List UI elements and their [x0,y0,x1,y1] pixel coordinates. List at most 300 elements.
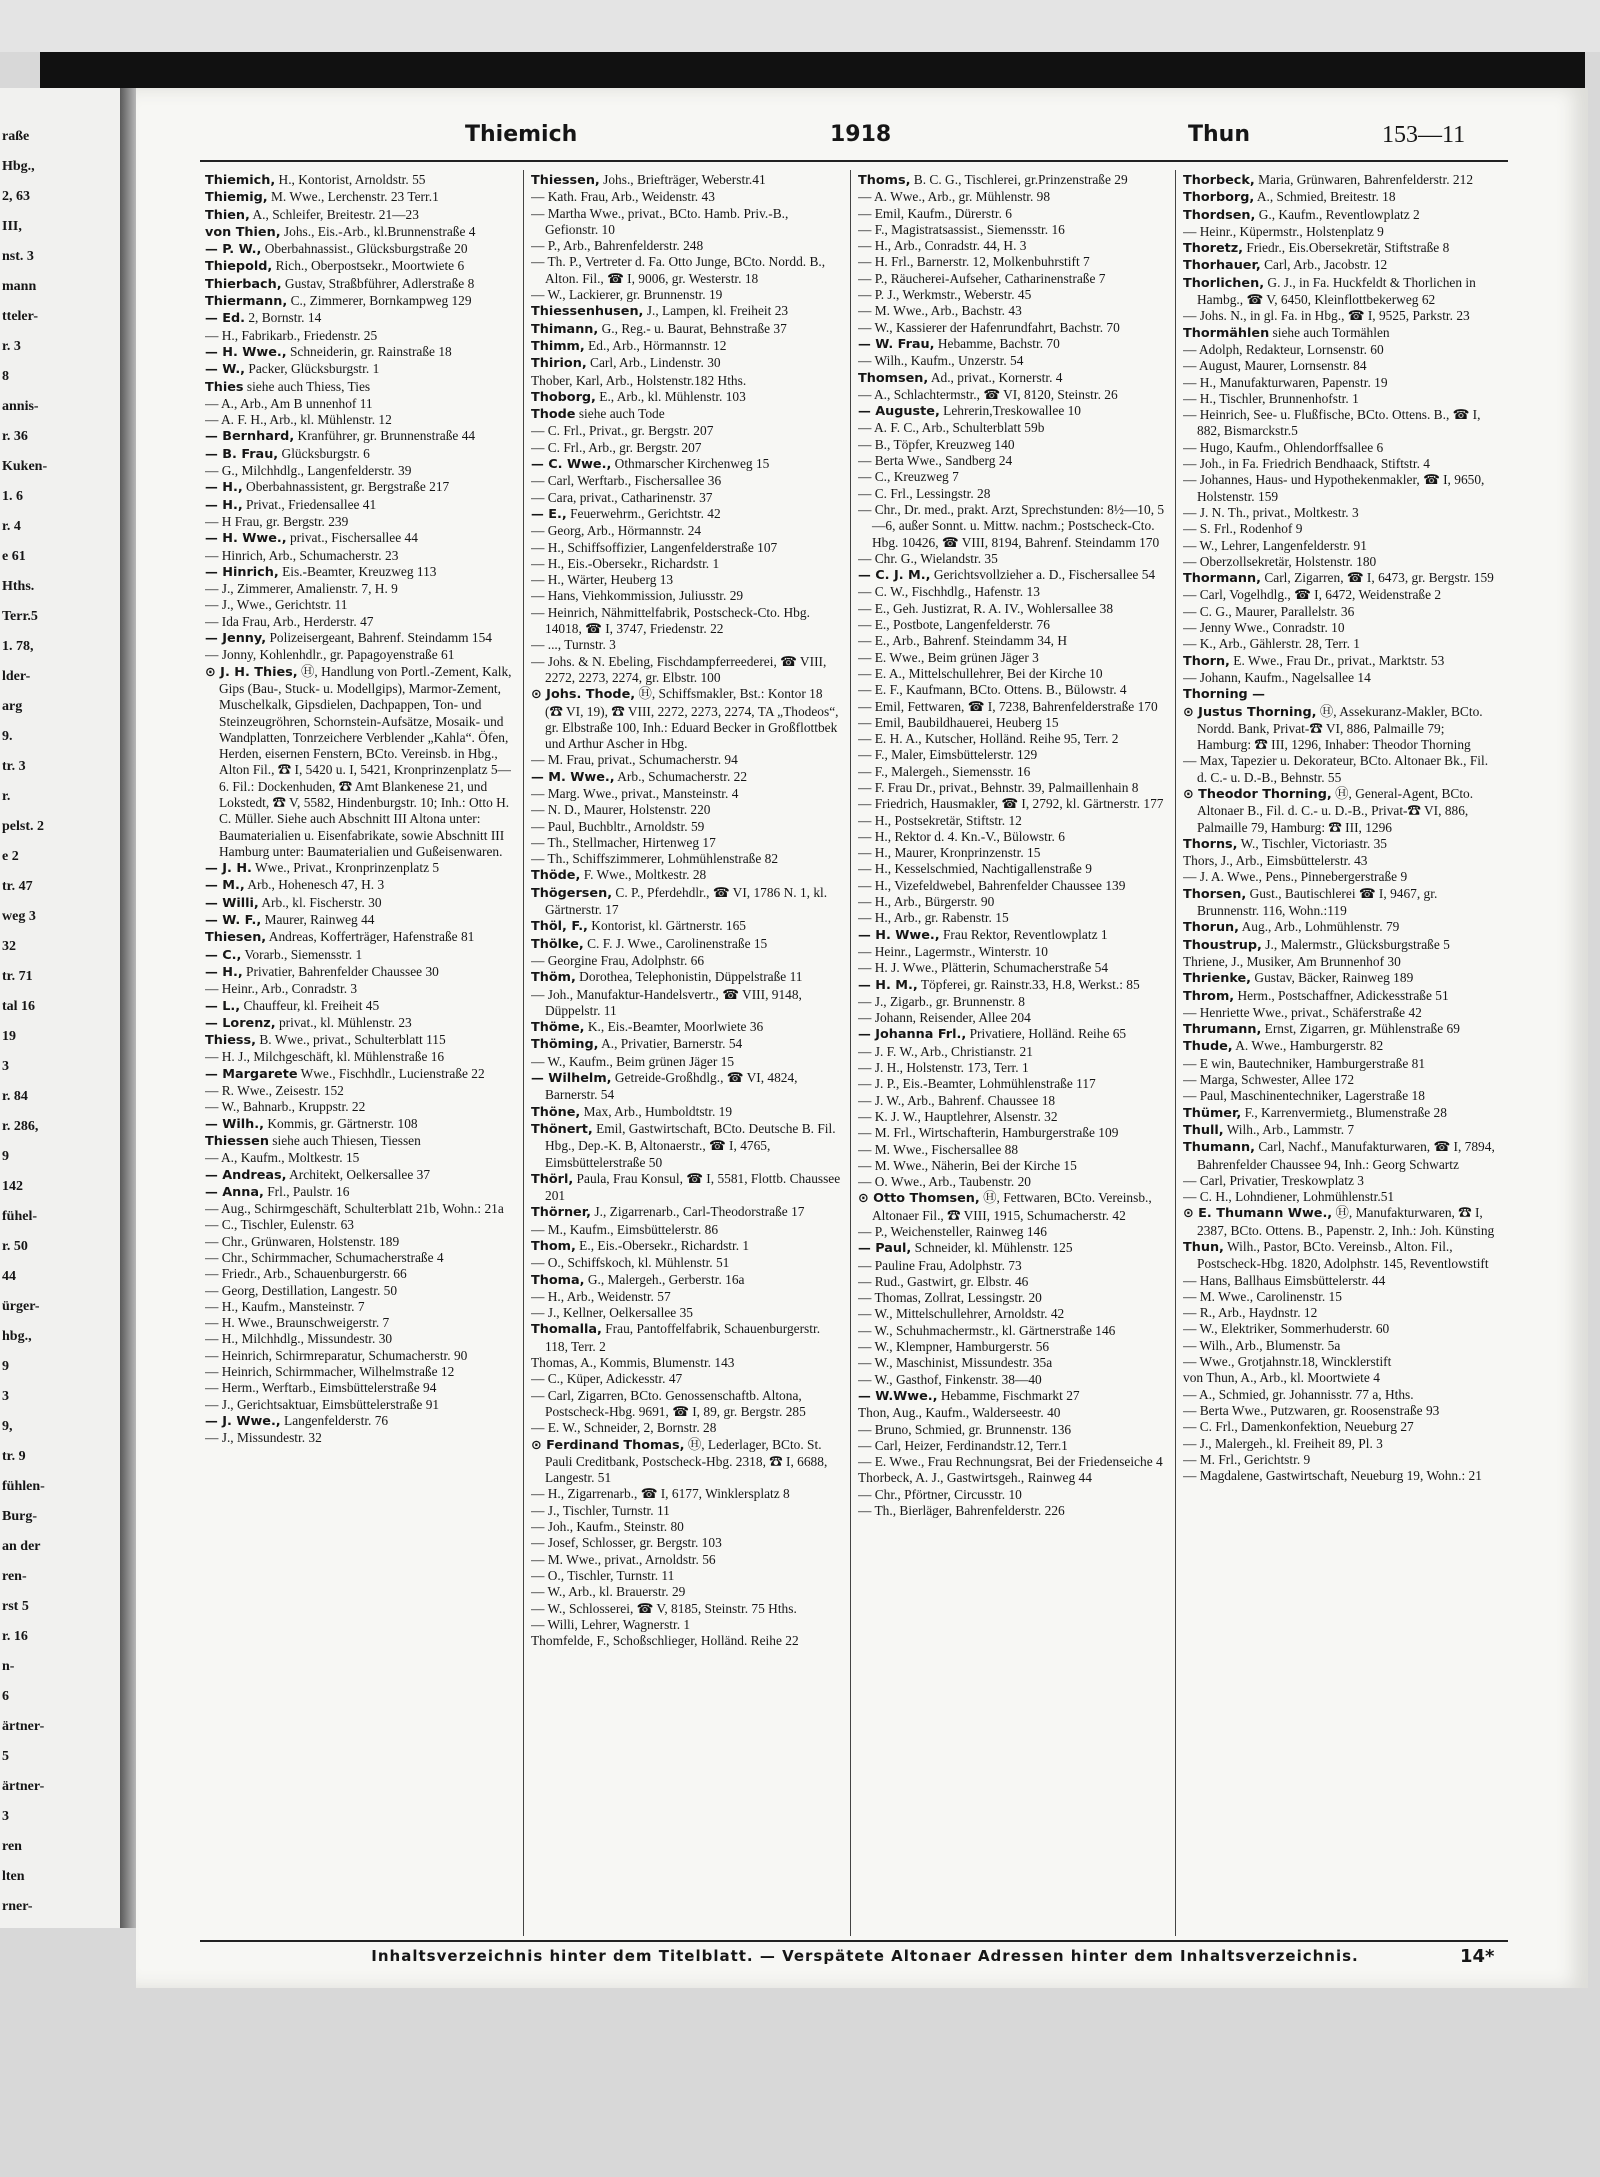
directory-entry [858,420,1170,436]
entry-name: Thorsen, [1183,886,1247,902]
entry-name: Thrienke, [1183,971,1252,987]
entry-details: — H., Postsekretär, Stiftstr. 12 [858,812,1022,828]
directory-entry [205,1283,517,1299]
directory-entry [205,548,517,564]
entry-details: — M. Wwe., privat., Arnoldstr. 56 [531,1551,716,1567]
entry-details: — P., Räucherei-Aufseher, Catharinenstraße 7 [858,270,1106,286]
directory-entry [205,1348,517,1364]
directory-entry [531,287,843,303]
left-page-text-fragment: 6 [2,1689,9,1704]
left-page-fragment [0,88,122,1928]
directory-entry [858,1422,1170,1438]
entry-details: E., Arb., kl. Mühlenstr. 103 [595,388,746,404]
entry-name: Thögersen, [531,885,613,901]
directory-entry [858,336,1170,353]
directory-entry [1183,407,1495,440]
directory-entry [531,1171,843,1205]
entry-details: — Georgine Frau, Adolphstr. 66 [531,952,705,968]
entry-details: C. P., Pferdehdlr., ☎ VI, 1786 N. 1, kl. Gärtnerstr. 17 [545,884,828,918]
left-page-text-fragment: lder- [2,669,31,684]
entry-details: F., Karrenvermietg., Blumenstraße 28 [1241,1104,1447,1120]
entry-details: Dorothea, Telephonistin, Düppelstraße 11 [575,969,803,985]
directory-entry [1183,836,1495,853]
directory-entry [205,293,517,310]
left-page-text-fragment: 19 [2,1029,16,1044]
entry-details: — Carl, Vogelhdlg., ☎ I, 6472, Weidenstraße 2 [1183,587,1442,603]
entry-details: — M. Wwe., Arb., Bachstr. 43 [858,303,1022,319]
directory-entry [205,379,517,396]
entry-details: — W., Bahnarb., Kruppstr. 22 [205,1099,366,1115]
directory-entry [858,1026,1170,1043]
entry-details: Gust., Bautischlerei ☎ I, 9467, gr. Brunnenstr. 116, Wohn.:119 [1197,885,1438,919]
entry-details: — M. Wwe., Fischersallee 88 [858,1141,1019,1157]
left-page-text-fragment: 142 [2,1179,23,1194]
directory-entry [858,699,1170,715]
entry-details: — Berta Wwe., Putzwaren, gr. Roosenstraße 93 [1183,1402,1440,1418]
directory-entry [858,796,1170,812]
directory-entry [205,1015,517,1032]
directory-entry [205,479,517,496]
directory-entry [205,1380,517,1396]
entry-details: — H., Tischler, Brunnenhofstr. 1 [1183,390,1359,406]
left-page-text-fragment: 2, 63 [2,189,30,204]
entry-details: — E., Arb., Bahrenf. Steindamm 34, H [858,633,1068,649]
directory-column-3 [858,172,1170,1932]
entry-details: — Marga, Schwester, Allee 172 [1183,1072,1355,1088]
entry-details: Gustav, Bäcker, Rainweg 189 [1251,970,1414,986]
entry-details: — P., Weichensteller, Rainweg 146 [858,1224,1047,1239]
entry-details: — Georg, Arb., Hörmannstr. 24 [531,523,702,539]
entry-details: — E. F., Kaufmann, BCto. Ottens. B., Bülowstr. 4 [858,682,1127,698]
directory-entry [858,617,1170,633]
directory-entry [1183,1354,1495,1370]
directory-entry [531,1289,843,1305]
entry-details: Carl, Nachf., Manufakturwaren, ☎ I, 7894, Bahrenfelder Chaussee 94, Inh.: Georg Schwartz [1197,1139,1495,1172]
directory-entry [1183,224,1495,240]
directory-entry [858,370,1170,387]
directory-entry [531,189,843,205]
entry-details: — J. A. Wwe., Pens., Pinnebergerstraße 9 [1183,869,1408,885]
entry-details: — C., Tischler, Eulenstr. 63 [205,1217,355,1233]
entry-details: — F., Magistratsassist., Siemensstr. 16 [858,221,1065,237]
directory-entry [205,428,517,445]
directory-entry [1183,1021,1495,1038]
directory-entry [858,1355,1170,1371]
entry-details: — Max, Tapezier u. Dekorateur, BCto. Altonaer Bk., Fil. d. C.- u. D.-B., Behnstr. 55 [1183,753,1489,785]
entry-details: — P., Arb., Bahrenfelderstr. 248 [531,238,704,254]
left-page-text-fragment: ärtner- [2,1719,45,1734]
directory-entry [531,686,843,752]
entry-details: — B., Töpfer, Kreuzweg 140 [858,436,1015,452]
entry-name: Thien, [205,207,250,223]
entry-details: — M., Kaufm., Eimsbüttelerstr. 86 [531,1221,719,1237]
entry-details: — F., Maler, Eimsbüttelerstr. 129 [858,747,1038,763]
entry-details: — G., Milchhdlg., Langenfelderstr. 39 [205,463,412,479]
directory-entry [205,396,517,412]
entry-details: — Chr., Grünwaren, Holstenstr. 189 [205,1233,400,1249]
directory-entry [205,860,517,877]
directory-entry [1183,636,1495,652]
entry-details: Kommis, gr. Gärtnerstr. 108 [263,1115,418,1131]
left-page-text-fragment: Kuken- [2,459,48,474]
entry-name: — Auguste, [858,404,940,420]
directory-entry [1183,1105,1495,1122]
entry-details: — A., Schlachtermstr., ☎ VI, 8120, Steinstr. 26 [858,386,1118,402]
directory-entry [531,506,843,523]
entry-details: Maria, Grünwaren, Bahrenfelderstr. 212 [1254,172,1474,187]
directory-entry [531,1388,843,1421]
directory-entry [531,373,843,389]
directory-entry [1183,1338,1495,1354]
entry-details: — Joh., in Fa. Friedrich Bendhaack, Stiftstr. 4 [1183,456,1430,472]
directory-entry [205,1133,517,1150]
directory-entry [1183,1305,1495,1321]
directory-entry [858,780,1170,796]
entry-details: — J. H., Holstenstr. 173, Terr. 1 [858,1060,1029,1076]
directory-entry [858,994,1170,1010]
entry-details: — C. W., Fischhdlg., Hafenstr. 13 [858,584,1040,600]
entry-details: — Hugo, Kaufm., Ohlendorffsallee 6 [1183,439,1384,455]
directory-entry [531,769,843,786]
directory-entry [858,172,1170,189]
entry-name: Thöme, [531,1020,585,1036]
directory-entry [858,944,1170,960]
entry-name: — M., [205,878,245,894]
directory-entry [858,486,1170,502]
directory-entry [531,1486,843,1502]
directory-entry [531,1617,843,1633]
entry-details: — E. A., Mittelschullehrer, Bei der Kirche 10 [858,665,1103,681]
entry-details: — J., Kellner, Oelkersallee 35 [531,1305,693,1321]
entry-details: — Heinrich, See- u. Flußfische, BCto. Ottens. B., ☎ I, 882, Bismarckstr.5 [1183,407,1481,439]
directory-entry [1183,786,1495,836]
directory-entry [858,254,1170,270]
entry-details: H., Kontorist, Arnoldstr. 55 [275,172,426,187]
entry-name: Thorhauer, [1183,258,1261,274]
entry-details: Ⓗ, Lederlager, BCto. St. Pauli Creditbank, Postscheck-Hbg. 2318, ☎ I, 6688, Langestr. 51 [545,1436,828,1486]
directory-entry [531,1070,843,1104]
entry-details: — Hans, Viehkommission, Juliusstr. 29 [531,588,744,604]
entry-details: — C. Frl., Arb., gr. Bergstr. 207 [531,439,702,455]
entry-name: ⊙ J. H. Thies, [205,664,298,680]
directory-entry [858,206,1170,222]
directory-entry [1183,1239,1495,1273]
directory-entry [858,715,1170,731]
entry-details: G., Kaufm., Reventlowplatz 2 [1255,206,1420,222]
entry-details: J., Lampen, kl. Freiheit 23 [643,303,789,319]
directory-entry [205,912,517,929]
entry-details: — Magdalene, Gastwirtschaft, Neueburg 19, Wohn.: 21 [1183,1468,1482,1484]
directory-entry [531,835,843,851]
entry-details: — Georg, Destillation, Langestr. 50 [205,1282,398,1298]
entry-details: — Friedr., Arb., Schauenburgerstr. 66 [205,1266,407,1282]
entry-name: Thiemich, [205,173,276,188]
left-page-text-fragment: mann [2,279,37,294]
directory-entry [858,960,1170,976]
directory-entry [531,1519,843,1535]
directory-entry [531,605,843,638]
entry-name: von Thien, [205,224,281,240]
directory-entry [531,851,843,867]
directory-entry [858,1076,1170,1092]
left-page-text-fragment: Burg- [2,1509,37,1524]
directory-entry [1183,207,1495,224]
entry-details: Thorbeck, A. J., Gastwirtsgeh., Rainweg 44 [858,1470,1092,1486]
entry-name: — P. W., [205,242,262,258]
entry-name: Thomsen, [858,370,929,386]
directory-entry [531,321,843,338]
directory-entry [531,423,843,439]
left-page-text-fragment: ren- [2,1569,27,1584]
left-page-text-fragment: r. 286, [2,1119,39,1134]
entry-details: — Hans, Ballhaus Eimsbüttelerstr. 44 [1183,1272,1386,1288]
directory-entry [531,1255,843,1271]
directory-entry [1183,1387,1495,1403]
directory-entry [205,1234,517,1250]
entry-details: C., Zimmerer, Bornkampweg 129 [287,293,472,309]
directory-entry [858,1174,1170,1190]
left-page-text-fragment: pelst. 2 [2,819,44,834]
directory-entry [205,1250,517,1266]
directory-entry [858,1224,1170,1240]
entry-details: — Johs. & N. Ebeling, Fischdampferreederei, ☎ VIII, 2272, 2273, 2274, gr. Elbstr. 100 [531,653,827,685]
directory-entry [531,206,843,239]
left-page-text-fragment: rst 5 [2,1599,29,1614]
entry-details: Töpferei, gr. Rainstr.33, H.8, Werkst.: 85 [917,976,1140,992]
entry-details: — J., Tischler, Turnstr. 11 [531,1502,670,1518]
directory-entry [858,1470,1170,1486]
directory-entry [205,1397,517,1413]
entry-name: Thormann, [1183,571,1261,587]
entry-details: E., Eis.-Obersekr., Richardstr. 1 [575,1238,750,1253]
book-gutter [120,88,136,1928]
directory-entry [1183,1419,1495,1435]
directory-entry [1183,704,1495,754]
entry-details: Thriene, J., Musiker, Am Brunnenhof 30 [1183,953,1401,969]
entry-name: ⊙ E. Thumann Wwe., [1183,1206,1333,1222]
entry-details: Friedr., Eis.Obersekretär, Stiftstraße 8 [1243,240,1450,256]
directory-entry [1183,1289,1495,1305]
entry-details: Architekt, Oelkersallee 37 [286,1166,431,1182]
entry-details: — W., Kaufm., Beim grünen Jäger 15 [531,1053,735,1069]
directory-entry [1183,653,1495,670]
directory-entry [1183,240,1495,257]
entry-details: Privat., Friedensallee 41 [242,496,377,512]
entry-name: ⊙ Justus Thorning, [1183,704,1317,720]
entry-details: — Emil, Kaufm., Dürerstr. 6 [858,205,1012,221]
entry-details: — H Frau, gr. Bergstr. 239 [205,513,349,529]
directory-entry [205,276,517,293]
entry-name: — W. Frau, [858,336,935,352]
left-page-text-fragment: arg [2,699,23,714]
entry-details: — H., Wärter, Heuberg 13 [531,572,674,588]
entry-details: — W., Klempner, Hamburgerstr. 56 [858,1339,1050,1355]
directory-entry [858,1125,1170,1141]
entry-details: — O. Wwe., Arb., Taubenstr. 20 [858,1174,1031,1190]
directory-entry [858,222,1170,238]
directory-entry [531,987,843,1020]
entry-name: Thoborg, [531,389,596,405]
entry-name: Thiessenhusen, [531,304,644,320]
directory-entry [205,1331,517,1347]
directory-entry [858,189,1170,205]
entry-details: — W., Schlosserei, ☎ V, 8185, Steinstr. 75 Hths. [531,1600,797,1616]
entry-details: — Emil, Baubildhauerei, Heuberg 15 [858,714,1059,730]
directory-entry [1183,853,1495,869]
directory-entry [858,1487,1170,1503]
left-page-text-fragment: ärtner- [2,1779,45,1794]
directory-entry [205,564,517,581]
directory-entry [205,1167,517,1184]
entry-details: Aug., Arb., Lohmühlenstr. 79 [1239,919,1400,935]
left-page-text-fragment: tr. 47 [2,879,33,894]
entry-details: — S. Frl., Rodenhof 9 [1183,521,1303,537]
directory-entry [205,241,517,258]
entry-details: Carl, Arb., Jacobstr. 12 [1260,257,1388,273]
header-rule [200,160,1508,162]
directory-entry [531,867,843,884]
entry-details: — A., Schmied, gr. Johannisstr. 77 a, Hths. [1183,1386,1414,1402]
directory-entry [858,1044,1170,1060]
entry-details: — W., Mittelschullehrer, Arnoldstr. 42 [858,1306,1065,1322]
entry-name: Thode [531,407,576,423]
directory-entry [858,845,1170,861]
directory-entry [1183,1321,1495,1337]
left-page-text-fragment: 44 [2,1269,16,1284]
entry-details: — Heinrich, Schirmmacher, Wilhelmstraße 12 [205,1364,455,1380]
directory-entry [205,597,517,613]
entry-name: — Johanna Frl., [858,1027,967,1043]
entry-details: Feuerwehrm., Gerichtstr. 42 [566,505,721,521]
entry-details: — H., Eis.-Obersekr., Richardstr. 1 [531,555,720,571]
entry-details: — Josef, Schlosser, gr. Bergstr. 103 [531,1535,722,1551]
directory-entry [531,1601,843,1617]
entry-details: — C. Frl., Lessingstr. 28 [858,485,991,501]
entry-details: — H., Kaufm., Mansteinstr. 7 [205,1298,365,1314]
footer-number: 14* [1460,1946,1495,1967]
entry-name: — W., [205,362,246,378]
directory-entry [1183,1189,1495,1205]
directory-entry [858,1240,1170,1257]
header-year: 1918 [830,122,892,147]
directory-entry [205,1364,517,1380]
left-page-text-fragment: ürger- [2,1299,40,1314]
directory-entry [1183,604,1495,620]
entry-name: — Wilh., [205,1116,264,1132]
directory-column-2 [531,172,843,1932]
entry-details: — C. Frl., Privat., gr. Bergstr. 207 [531,423,714,439]
entry-details: — Th., Bierläger, Bahrenfelderstr. 226 [858,1503,1065,1519]
entry-name: Thoms, [858,173,911,188]
left-page-text-fragment: tr. 3 [2,759,26,774]
entry-details: — J. F. W., Arb., Christianstr. 21 [858,1043,1033,1059]
entry-details: C. F. J. Wwe., Carolinenstraße 15 [583,935,768,951]
entry-name: — H. M., [858,977,918,993]
directory-entry [1183,753,1495,786]
left-page-text-fragment: r. 16 [2,1629,28,1644]
entry-details: — M. Frau, privat., Schumacherstr. 94 [531,752,738,768]
entry-details: — W., Schuhmachermstr., kl. Gärtnerstraße 146 [858,1322,1116,1338]
column-divider [523,170,524,1936]
entry-name: Thiesen, [205,930,267,946]
entry-details: — Kath. Frau, Arb., Weidenstr. 43 [531,189,715,205]
directory-entry [1183,988,1495,1005]
entry-details: — H., Fabrikarb., Friedenstr. 25 [205,327,378,343]
entry-details: — Chr., Pförtner, Circusstr. 10 [858,1486,1022,1502]
directory-entry [858,1109,1170,1125]
left-page-text-fragment: n- [2,1659,15,1674]
entry-details: — K. J. W., Hauptlehrer, Alsenstr. 32 [858,1108,1058,1124]
entry-details: G. J., in Fa. Huckfeldt & Thorlichen in Hambg., ☎ V, 6450, Kleinflottbekerweg 62 [1197,274,1476,308]
entry-details: Herm., Postschaffner, Adickesstraße 51 [1234,987,1449,1003]
entry-details: — C., Kreuzweg 7 [858,469,959,485]
footer-note: Inhaltsverzeichnis hinter dem Titelblatt. — Verspätete Altonaer Adressen hinter dem Inhaltsverzeichnis. [371,1947,1359,1965]
directory-entry [1183,869,1495,885]
entry-name: — H., [205,964,243,980]
entry-details: — H., Arb., Bürgerstr. 90 [858,894,995,910]
directory-entry [1183,391,1495,407]
entry-name: Thöming, [531,1037,599,1053]
directory-entry [531,172,843,189]
entry-details: — E. Wwe., Beim grünen Jäger 3 [858,649,1039,665]
entry-name: Thöm, [531,970,576,986]
entry-name: Thomalla, [531,1322,602,1338]
directory-entry [858,878,1170,894]
directory-entry [205,581,517,597]
entry-details: — C. H., Lohndiener, Lohmühlenstr.51 [1183,1189,1395,1205]
left-page-text-fragment: fühel- [2,1209,37,1224]
entry-details: — W., Elektriker, Sommerhuderstr. 60 [1183,1321,1390,1337]
entry-details: — Ida Frau, Arb., Herderstr. 47 [205,613,374,629]
entry-details: — Chr., Dr. med., prakt. Arzt, Sprechstunden: 8½—10, 5—6, außer Sonnt. u. Mittw. nachm.; Postscheck-Cto. Hbg. 10426, ☎ VIII, 8194, Bahrenf. Steindamm 170 [858,501,1165,550]
directory-entry [1183,358,1495,374]
directory-entry [205,1266,517,1282]
entry-details: 2, Bornstr. 14 [245,310,322,326]
entry-details: Frau, Pantoffelfabrik, Schauenburgerstr. 118, Terr. 2 [545,1321,821,1354]
entry-name: Thorn, [1183,653,1230,669]
directory-entry [531,819,843,835]
entry-details: Andreas, Kofferträger, Hafenstraße 81 [266,929,475,945]
entry-details: — M. Frl., Wirtschafterin, Hamburgerstraße 109 [858,1125,1119,1141]
entry-details: — E., Geh. Justizrat, R. A. IV., Wohlersallee 38 [858,600,1114,616]
entry-name: Thoustrup, [1183,937,1262,953]
entry-details: Arb., Schumacherstr. 22 [614,768,748,784]
directory-entry [531,1019,843,1036]
entry-details: — Rud., Gastwirt, gr. Elbstr. 46 [858,1273,1029,1289]
directory-entry [858,813,1170,829]
entry-details: — Martha Wwe., privat., BCto. Hamb. Priv.-B., Gefionstr. 10 [531,205,789,237]
directory-entry [205,647,517,663]
entry-details: — H., Manufakturwaren, Papenstr. 19 [1183,374,1388,390]
directory-entry [531,1121,843,1171]
directory-entry [858,1010,1170,1026]
entry-details: — M. Wwe., Näherin, Bei der Kirche 15 [858,1157,1077,1173]
directory-entry [858,238,1170,254]
entry-details: — W., Gasthof, Finkenstr. 38—40 [858,1371,1042,1387]
directory-entry [858,403,1170,420]
left-page-text-fragment: 3 [2,1809,9,1824]
entry-details: — Carl, Werftarb., Fischersallee 36 [531,473,722,489]
entry-details: — W., Kassierer der Hafenrundfahrt, Bachstr. 70 [858,319,1120,335]
entry-details: F. Wwe., Moltkestr. 28 [580,867,707,883]
entry-details: — Jonny, Kohlenhdlr., gr. Papagoyenstraße 61 [205,647,455,663]
entry-details: Langenfelderstr. 76 [280,1412,389,1428]
entry-details: Oberbahnassist., Glücksburgstraße 20 [261,241,468,257]
entry-name: Thöl, F., [531,919,588,935]
entry-details: B. C. G., Tischlerei, gr.Prinzenstraße 29 [910,172,1128,187]
entry-name: — W. F., [205,913,262,929]
directory-entry [1183,375,1495,391]
